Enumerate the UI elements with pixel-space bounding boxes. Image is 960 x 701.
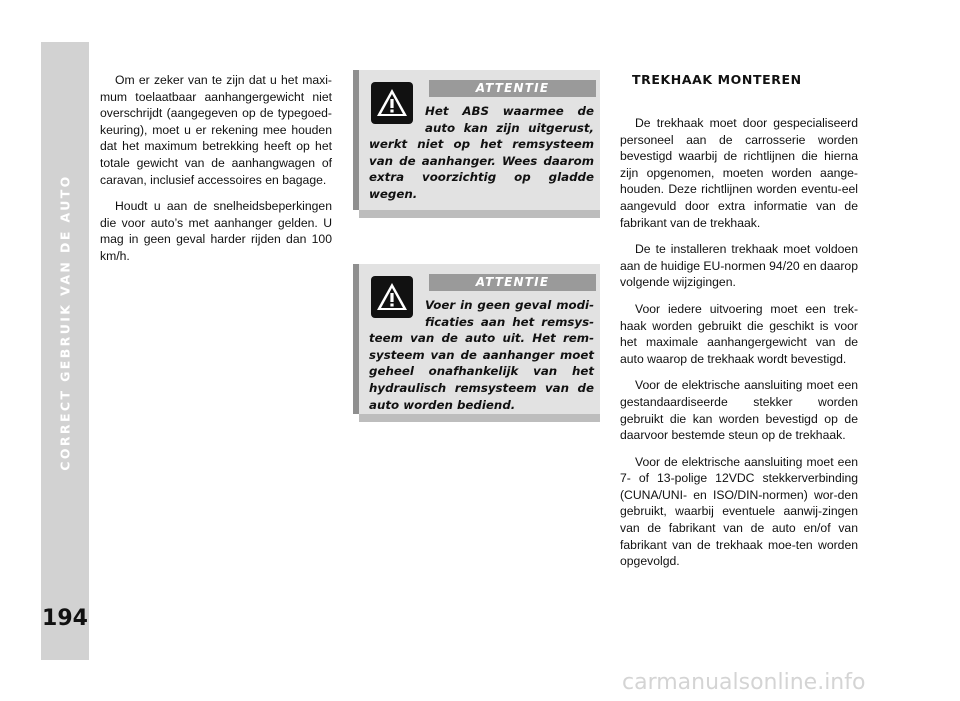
- warning-box: [353, 70, 600, 210]
- warning-text: Voer in geen geval modi-ficaties aan het remsys-teem van de auto uit. Het rem-systeem van de aanhanger moet geheel onafhankelijk van het hydraulisch remsysteem van de auto worden bediend.: [369, 298, 594, 412]
- watermark: carmanualsonline.info: [622, 670, 866, 695]
- paragraph: Voor iedere uitvoering moet een trek-haak worden gebruikt die geschikt is voor het maximale aanhangergewicht van de auto waarop de trekhaak wordt bevestigd.: [620, 301, 858, 366]
- left-column: [100, 72, 332, 275]
- warning-box: [353, 264, 600, 414]
- chapter-title: [41, 42, 89, 602]
- warning-label: ATTENTIE: [429, 80, 596, 97]
- right-column: [620, 115, 858, 580]
- warning-box-shadow: [359, 414, 600, 422]
- page-number: 194: [42, 606, 88, 631]
- warning-label: ATTENTIE: [429, 274, 596, 291]
- warning-box-shadow: [359, 210, 600, 218]
- warning-text: Het ABS waarmee de auto kan zijn uitgerust, werkt niet op het remsysteem van de aanhanger. Wees daarom extra voorzichtig op gladde wegen.: [369, 104, 594, 201]
- section-heading: TREKHAAK MONTEREN: [632, 72, 802, 87]
- paragraph: Houdt u aan de snelheidsbeperkingen die voor auto’s met aanhanger gelden. U mag in geen geval harder rijden dan 100 km/h.: [100, 199, 332, 263]
- chapter-title-text: CORRECT GEBRUIK VAN DE AUTO: [57, 173, 73, 471]
- paragraph: Voor de elektrische aansluiting moet een gestandaardiseerde stekker worden gebruikt die kan worden bevestigd op de daarvoor bestemde steun op de trekhaak.: [620, 378, 858, 443]
- paragraph: Om er zeker van te zijn dat u het maxi-mum toelaatbaar aanhangergewicht niet overschrijdt (aangegeven op de typegoed-keuring), moet u er rekening mee houden dat het maximum betrekking heeft op het totale gewicht van de aanhangwagen of caravan, inclusief accessoires en bagage.: [100, 73, 332, 187]
- paragraph: De te installeren trekhaak moet voldoen aan de huidige EU-normen 94/20 en daarop volgende wijzigingen.: [620, 242, 858, 290]
- paragraph: Voor de elektrische aansluiting moet een 7- of 13-polige 12VDC stekkerverbinding (CUNA/UNI- en ISO/DIN-normen) wor-den gebruikt, waarbij eventuele aanwij-zingen van de fabrikant van de auto en/of van fabrikant van de trekhaak moe-ten worden opgevolgd.: [620, 454, 858, 569]
- paragraph: De trekhaak moet door gespecialiseerd personeel aan de carrosserie worden bevestigd waarbij de richtlijnen die hierna zijn opgenomen, moeten worden aange-houden. Deze richtlijnen worden eventu-eel aangevuld door extra informatie van de fabrikant van de trekhaak.: [620, 116, 858, 230]
